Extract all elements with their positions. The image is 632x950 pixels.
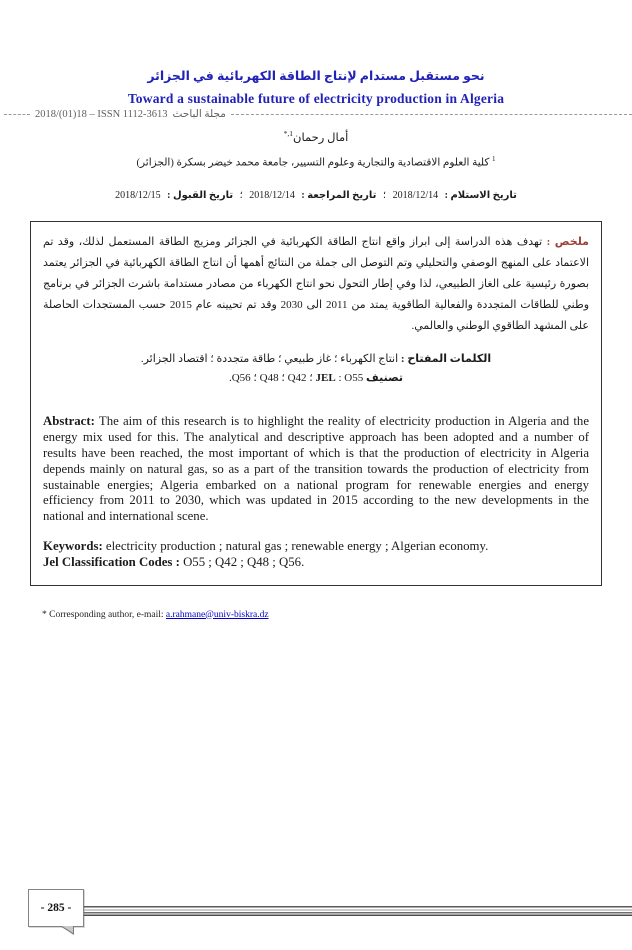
keywords-arabic-text: انتاج الكهرباء ؛ غاز طبيعي ؛ طاقة متجددة ؛ اقتصاد الجزائر. [140,353,399,366]
author-name: أمال رحمان [293,131,349,144]
article-title-arabic: نحو مستقبل مستدام لإنتاج الطاقة الكهربائية في الجزائر [147,69,485,83]
page-number: - 285 - [40,902,72,914]
page-curl-icon [62,926,73,933]
keywords-english-line [43,539,589,555]
corresponding-author-footnote [42,610,632,620]
abstract-box [30,221,602,585]
footer-rule [84,906,632,916]
journal-name: مجلة الباحث [172,109,226,120]
date-separator: ؛ [239,190,243,202]
page-number-note [28,889,84,927]
affiliation-text: كلية العلوم الاقتصادية والتجارية وعلوم التسيير، جامعة محمد خيضر بسكرة (الجزائر) [136,157,490,169]
footnote-marker: * [42,609,47,620]
article-title-english: Toward a sustainable future of electricity production in Algeria [127,91,505,106]
jel-arabic-line [43,369,589,388]
abstract-english-text: The aim of this research is to highlight the reality of electricity production in Algeria and the energy mix used for this. The analytical and descriptive approach has been adopted and a number of results have been reached, the most important of which is that the production of electricity in Algeria depends mainly on natural gas, so as a part of the transition towards the production of electricity from sustainable energies; Algeria embarked on a national program for renewable energies and energy efficiency from 2011 to 2030, which was updated in 2015 according to the new developments in the national and international scene. [43,414,590,524]
received-date: 2018/12/14 [392,190,439,202]
keywords-arabic-line [43,350,589,369]
revised-date: 2018/12/14 [249,190,295,202]
author-line [0,129,632,144]
jel-arabic-text: : O55 ؛ Q42 ؛ Q48 ؛ Q56. [228,372,364,385]
jel-english-line [43,555,589,571]
keywords-english-label: Keywords: [43,538,103,553]
affiliation-line [0,155,632,169]
keywords-arabic-label: الكلمات المفتاح : [400,353,492,366]
jel-english-label: Jel Classification Codes : [43,554,180,569]
footnote-text: Corresponding author, e-mail: [49,609,164,620]
header-rule-right [231,114,632,115]
abstract-arabic [43,232,589,337]
corresponding-author-email-link[interactable]: a.rahmane@univ-biskra.dz [165,609,269,620]
abstract-arabic-label: ملخص : [546,236,589,249]
journal-header [4,108,632,120]
received-label: تاريخ الاستلام : [444,190,517,202]
keywords-arabic-block [43,350,589,388]
author-superscript: 1,* [283,129,293,138]
abstract-arabic-text: تهدف هذه الدراسة إلى ابراز واقع انتاج الطاقة الكهربائية في الجزائر ومزيج الطاقة المستعمل لذلك، وقد تم الاعتماد على المنهج الوصفي والتحليلي وتم التوصل الى جملة من النتائج أهمها أن انتاج الطاقة الكهربائية في الجزائر يعتمد بصورة رئيسية على الغاز الطبيعي، لذا وفي إطار التحول نحو انتاج الكهرباء من مصادر مستدامة باشرت الجزائر في برنامج وطني للطاقات المتجددة والفعالية الطاقوية يمتد من 2011 الى 2030 وقد تم تحيينه عام 2015 حسب المستجدات الحاصلة على المشهد الطاقوي الوطني والعالمي. [43,236,590,333]
keywords-english-block [43,539,589,571]
jel-arabic-label: تصنيف JEL [315,372,404,385]
accepted-date: 2018/12/15 [115,190,161,202]
date-separator: ؛ [382,190,387,202]
keywords-english-text: electricity production ; natural gas ; renewable energy ; Algerian economy. [105,538,489,553]
abstract-english-label: Abstract: [43,414,95,429]
journal-issn: 2018/(01)18 – ISSN 1112-3613 [35,108,168,120]
dates-line [0,190,632,201]
accepted-label: تاريخ القبول : [167,190,234,202]
affiliation-superscript: 1 [491,154,496,163]
revised-label: تاريخ المراجعة : [301,190,377,202]
header-rule-left [4,114,30,115]
title-block [0,68,632,107]
jel-english-text: O55 ; Q42 ; Q48 ; Q56. [183,554,305,569]
abstract-english [43,414,589,525]
